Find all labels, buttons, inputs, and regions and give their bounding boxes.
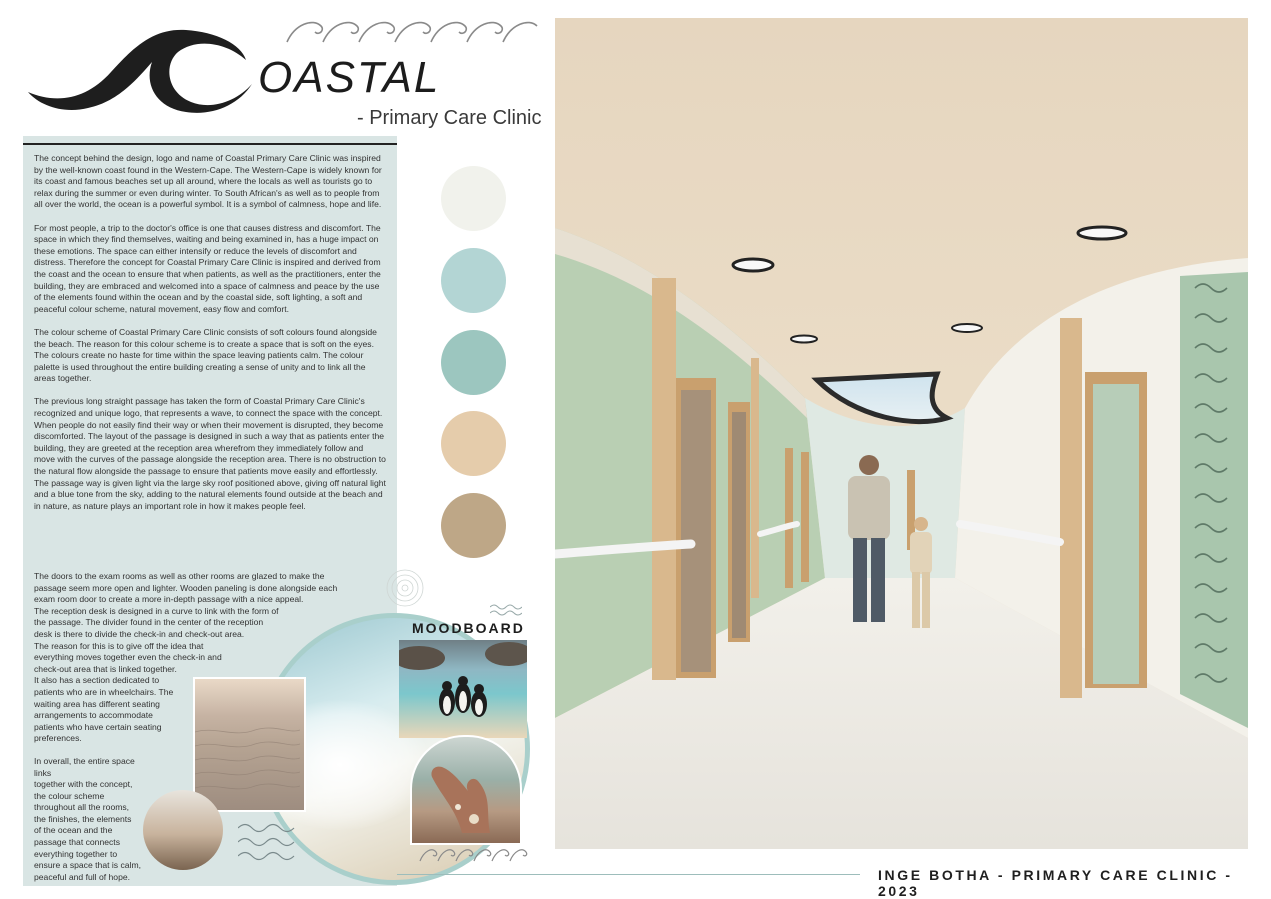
line-doors-1: The doors to the exam rooms as well as other rooms are glazed to make the [34, 571, 325, 581]
line-overall-8: everything together to [34, 848, 118, 859]
logo-wave-icon [26, 22, 276, 117]
wave-pattern-top [285, 14, 540, 46]
line-overall-4: throughout all the rooms, [34, 802, 130, 813]
panel-divider [23, 143, 397, 145]
logo-text: OASTAL [258, 53, 441, 102]
moodboard-title: MOODBOARD [412, 620, 525, 636]
wave-pattern-bottom [418, 845, 538, 863]
paragraph-colour-scheme: The colour scheme of Coastal Primary Care Clinic consists of soft colours found alongside the beach. The reason for this colour scheme is to create a space that is soft on the eyes. The colours create no haste for time within the space leaving patients calm. The colour palette is used throughout the entire building creating a sense of unity and to link all the areas together. [34, 326, 377, 384]
logo-subtitle: - Primary Care Clinic [357, 107, 542, 129]
swatch-white [441, 166, 506, 231]
line-reason-3: check-out area that is linked together. [34, 663, 177, 674]
line-doors-3: exam room door to create a more in-depth passage with a nice appeal. [34, 594, 304, 605]
design-text [34, 571, 386, 883]
line-overall-3: the colour scheme [34, 790, 105, 801]
spiral-icon [385, 568, 425, 608]
line-overall-1: In overall, the entire space links [34, 755, 135, 778]
paragraph-passage: The previous long straight passage has taken the form of Coastal Primary Care Clinic's recognized and unique logo, that represents a wave, to connect the space with the concept. When people do not easily find their way or when their movement is disrupted, they become discomforted. The layout of the passage is designed in such a way that as patients enter the building, they are greeted at the reception area wherefrom they immediately follow and move with the curves of the passage alongside the reception area. There is no obstruction to the natural flow alongside the passage to ensure that patients move easily and effortlessly. The passage way is given light via the large sky roof positioned above, giving off natural light and a blue tone from the sky, adding to the natural elements found outside at the beach and in nature, as nature plays an important role in how it makes people feel. [34, 396, 386, 511]
line-reason-5: patients who are in wheelchairs. The [34, 686, 174, 697]
line-overall-6: of the ocean and the [34, 825, 113, 836]
hand-icon [412, 737, 520, 843]
line-overall-9: ensure a space that is calm, [34, 860, 141, 871]
line-reason-7: arrangements to accommodate [34, 710, 153, 721]
corridor-illustration [555, 18, 1248, 849]
line-reception-2: the passage. The divider found in the center of the reception [34, 617, 264, 628]
paragraph-discomfort: For most people, a trip to the doctor's office is one that causes distress and discomfort. The space in which they find themselves, waiting and being examined in, has a huge impact on these emotions. The space can either intensify or reduce the levels of discomfort and distress. Therefore the concept for Coastal Primary Care Clinic is inspired and derived from the coast and the ocean to ensure that when patients, as well as the practitioners, enter the building, they are embraced and welcomed into a space of calmness and peace by the use of the elements found within the ocean and by the coastal side, soft lighting, a soft and peaceful colour scheme, natural movement, easy flow and comfort. [34, 222, 381, 314]
swatch-tan [441, 493, 506, 558]
swatch-sea-green [441, 330, 506, 395]
line-reason-2: everything moves together even the check-in and [34, 652, 222, 663]
line-overall-5: the finishes, the elements [34, 813, 132, 824]
line-overall-2: together with the concept, [34, 779, 133, 790]
swatch-sand [441, 411, 506, 476]
line-reception-1: The reception desk is designed in a curve to link with the form of [34, 605, 279, 616]
line-reason-4: It also has a section dedicated to [34, 675, 160, 686]
line-reason-1: The reason for this is to give off the idea that [34, 640, 204, 651]
line-doors-2: passage seem more open and lighter. Wooden paneling is done alongside each [34, 582, 338, 593]
footer-rule [397, 874, 860, 875]
footer-credit: INGE BOTHA - PRIMARY CARE CLINIC - 2023 [878, 867, 1233, 899]
penguin-photo [399, 640, 527, 738]
line-reason-9: preferences. [34, 733, 82, 744]
swatch-light-aqua [441, 248, 506, 313]
line-overall-10: peaceful and full of hope. [34, 871, 131, 882]
corridor-render-photo [555, 18, 1248, 849]
line-overall-7: passage that connects [34, 837, 120, 848]
paragraph-concept: The concept behind the design, logo and name of Coastal Primary Care Clinic was inspired by the well-known coast found in the Western-Cape. The Western-Cape is widely known for its coast and famous beaches set up all around, where the locals as well as tourists go to relax during the summer or even during winter. To South African's as well as to people from all over the world, the ocean is a powerful symbol. It is a symbol of calmness, hope and life. [34, 153, 382, 210]
line-reason-8: patients who have certain seating [34, 721, 162, 732]
line-reception-3: desk is there to divide the check-in and check-out area. [34, 628, 245, 639]
hand-shells-photo [410, 735, 522, 845]
line-reason-6: waiting area has different seating [34, 698, 160, 709]
concept-text [34, 153, 386, 524]
penguins-icon [399, 640, 527, 738]
small-wave-icon [490, 603, 522, 617]
